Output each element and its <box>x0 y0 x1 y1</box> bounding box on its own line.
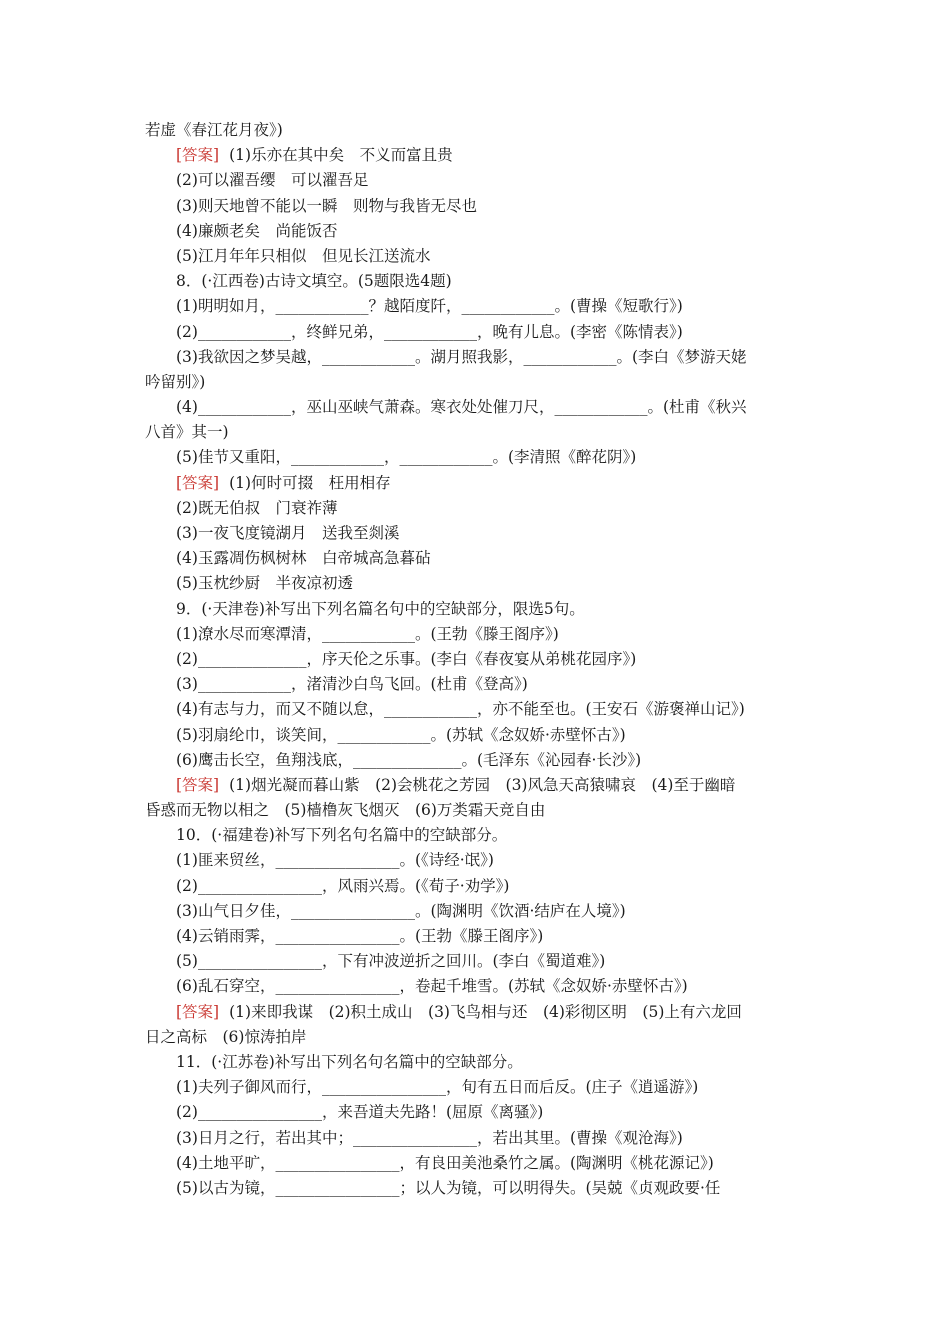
line-text: (2)______________，序天伦之乐事。(李白《春夜宴从弟桃花园序》) <box>176 649 637 668</box>
line-text: (4)土地平旷，________________，有良田美池桑竹之属。(陶渊明《桃花源记》) <box>176 1153 714 1172</box>
answer-line <box>145 773 810 798</box>
text-line <box>145 420 810 445</box>
line-text: (6)乱石穿空，________________，卷起千堆雪。(苏轼《念奴娇·赤壁怀古》) <box>176 977 688 996</box>
text-line <box>145 395 810 420</box>
line-text: 若虚《春江花月夜》) <box>145 121 283 139</box>
text-line <box>145 1100 810 1125</box>
line-text: 9．(·天津卷)补写出下列名篇名句中的空缺部分，限选5句。 <box>176 599 585 618</box>
text-line <box>145 748 810 773</box>
line-text: (2)________________，来吾道夫先路！(屈原《离骚》) <box>176 1103 544 1122</box>
answer-label: [答案] <box>176 1002 220 1021</box>
line-text: 昏惑而无物以相之 (5)樯橹灰飞烟灭 (6)万类霜天竞自由 <box>145 801 546 820</box>
line-text: (4)廉颇老矣 尚能饭否 <box>176 221 338 240</box>
text-line <box>145 370 810 395</box>
text-line <box>145 1126 810 1151</box>
text-line <box>145 546 810 571</box>
line-text: 八首》其一) <box>145 423 229 442</box>
line-text: (1)匪来贸丝，________________。(《诗经·氓》) <box>176 851 494 870</box>
text-line <box>145 294 810 319</box>
text-line <box>145 597 810 622</box>
line-text: (4)云销雨霁，________________。(王勃《滕王阁序》) <box>176 927 544 945</box>
line-text: (1)潦水尽而寒潭清，____________。(王勃《滕王阁序》) <box>176 624 559 643</box>
line-text: (2)既无伯叔 门衰祚薄 <box>176 498 338 517</box>
text-line <box>145 219 810 244</box>
line-text: (5)________________，下有冲波逆折之回川。(李白《蜀道难》) <box>176 952 606 971</box>
answer-label: [答案] <box>176 473 220 492</box>
line-text: (3)日月之行，若出其中；________________，若出其里。(曹操《观沧海》) <box>176 1128 683 1147</box>
line-text: (2)________________，风雨兴焉。(《荀子·劝学》) <box>176 876 510 895</box>
text-line <box>145 521 810 546</box>
text-line <box>145 723 810 748</box>
text-line <box>145 496 810 521</box>
line-text: (5)佳节又重阳，____________，____________。(李清照《醉花阴》) <box>176 448 637 467</box>
line-text: (2)可以濯吾缨 可以濯吾足 <box>176 171 369 190</box>
text-line <box>145 118 810 143</box>
document-body <box>145 118 810 1201</box>
line-text: (1)明明如月，____________？越陌度阡，____________。(曹操《短歌行》) <box>176 297 683 316</box>
text-line <box>145 1025 810 1050</box>
line-text: (4)有志与力，而又不随以怠，____________，亦不能至也。(王安石《游褒禅山记》) <box>176 700 745 719</box>
text-line <box>145 697 810 722</box>
text-line <box>145 974 810 999</box>
text-line <box>145 244 810 269</box>
line-text: (3)____________，渚清沙白鸟飞回。(杜甫《登高》) <box>176 675 528 694</box>
line-text: (1)乐亦在其中矣 不义而富且贵 <box>229 146 453 165</box>
line-text: (5)羽扇纶巾，谈笑间，____________。(苏轼《念奴娇·赤壁怀古》) <box>176 725 626 744</box>
text-line <box>145 798 810 823</box>
text-line <box>145 269 810 294</box>
answer-line <box>145 471 810 496</box>
line-text: (3)山气日夕佳，________________。(陶渊明《饮酒·结庐在人境》) <box>176 901 626 920</box>
answer-label: [答案] <box>176 146 220 165</box>
line-text: 8．(·江西卷)古诗文填空。(5题限选4题) <box>176 272 452 291</box>
line-text: 吟留别》) <box>145 372 206 391</box>
text-line <box>145 672 810 697</box>
line-text: 11．(·江苏卷)补写出下列名句名篇中的空缺部分。 <box>176 1052 523 1071</box>
line-text: (3)则天地曾不能以一瞬 则物与我皆无尽也 <box>176 196 477 215</box>
answer-line <box>145 143 810 168</box>
answer-line <box>145 1000 810 1025</box>
text-line <box>145 1075 810 1100</box>
text-line <box>145 194 810 219</box>
line-text: (4)玉露凋伤枫树林 白帝城高急暮砧 <box>176 549 431 568</box>
text-line <box>145 345 810 370</box>
text-line <box>145 899 810 924</box>
text-line <box>145 848 810 873</box>
text-line <box>145 445 810 470</box>
line-text: (3)一夜飞度镜湖月 送我至剡溪 <box>176 524 400 542</box>
line-text: (4)____________，巫山巫峡气萧森。寒衣处处催刀尺，____________。(杜甫《秋兴 <box>176 398 747 417</box>
line-text: (1)何时可掇 枉用相存 <box>229 473 391 492</box>
line-text: (6)鹰击长空，鱼翔浅底，______________。(毛泽东《沁园春·长沙》) <box>176 750 642 769</box>
text-line <box>145 571 810 596</box>
text-line <box>145 622 810 647</box>
line-text: (5)玉枕纱厨 半夜凉初透 <box>176 574 353 593</box>
text-line <box>145 1176 810 1201</box>
text-line <box>145 168 810 193</box>
line-text: (5)以古为镜，________________；以人为镜，可以明得失。(吴兢《贞观政要·任 <box>176 1178 721 1197</box>
text-line <box>145 1050 810 1075</box>
line-text: 日之高标 (6)惊涛拍岸 <box>145 1027 307 1046</box>
text-line <box>145 647 810 672</box>
line-text: 10．(·福建卷)补写下列名句名篇中的空缺部分。 <box>176 826 508 845</box>
text-line <box>145 823 810 848</box>
text-line <box>145 949 810 974</box>
line-text: (1)来即我谋 (2)积土成山 (3)飞鸟相与还 (4)彩彻区明 (5)上有六龙回 <box>229 1002 742 1021</box>
text-line <box>145 320 810 345</box>
line-text: (2)____________，终鲜兄弟，____________，晚有儿息。(李密《陈情表》) <box>176 322 683 341</box>
answer-label: [答案] <box>176 775 220 794</box>
text-line <box>145 924 810 949</box>
line-text: (5)江月年年只相似 但见长江送流水 <box>176 246 431 265</box>
text-line <box>145 1151 810 1176</box>
line-text: (1)烟光凝而暮山紫 (2)会桃花之芳园 (3)风急天高猿啸哀 (4)至于幽暗 <box>229 775 736 794</box>
line-text: (3)我欲因之梦吴越，____________。湖月照我影，____________。(李白《梦游天姥 <box>176 347 747 366</box>
line-text: (1)夫列子御风而行，________________，旬有五日而后反。(庄子《逍遥游》) <box>176 1078 699 1097</box>
text-line <box>145 874 810 899</box>
